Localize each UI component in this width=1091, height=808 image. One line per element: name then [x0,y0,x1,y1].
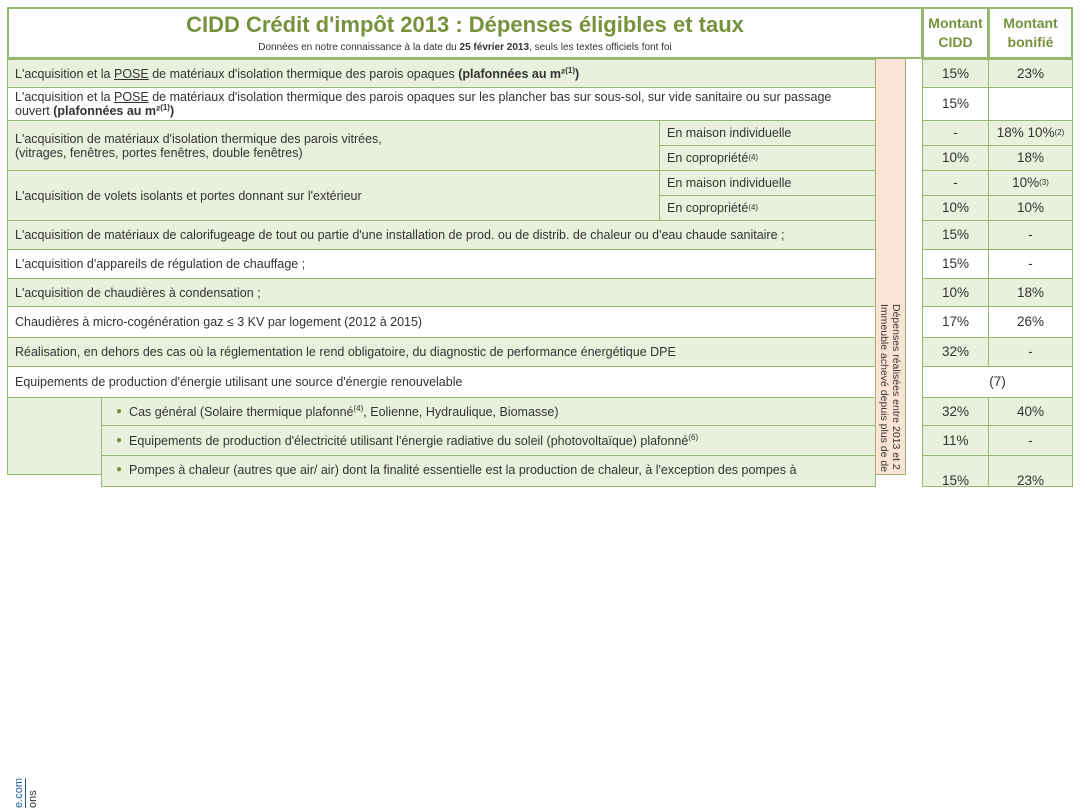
row1-mid: de matériaux d'isolation thermique des parois opaques [148,66,459,81]
row11-rest: , Eolienne, Hydraulique, Biomasse) [363,404,559,419]
row1-bonus: 23% [988,59,1073,88]
row7-cidd: 10% [922,278,989,307]
row8-text: Chaudières à micro-cogénération gaz ≤ 3 KV par logement (2012 à 2015) [15,315,423,329]
row4-text: L'acquisition de volets isolants et portes donnant sur l'extérieur [15,188,362,203]
title-cell [7,7,923,59]
renewable-side-column [7,397,102,808]
row1-pose: POSE [113,66,149,81]
subtitle-pre: Données en notre connaissance à la date du [258,41,460,53]
row3-sub1-bonus: 18% 10% (2) [988,120,1073,146]
row2-pre: L'acquisition et la [15,90,114,104]
row2-text [15,90,868,118]
header-montant-cidd [922,7,989,59]
row-cas-general [101,397,876,426]
row-chaudieres-condensation [7,278,876,307]
row1-sup: (1) [565,65,575,75]
vertical-note-line1: Dépenses réalisées entre 2013 et 2 [890,304,902,470]
row5-text: L'acquisition de matériaux de calorifugeage de tout ou partie d'une installation de prod. ou de distrib. de chaleur ou d'eau chaude sanitaire ; [15,228,785,242]
header-bonus-line1: Montant [1003,15,1058,31]
row4-sub1-cidd: - [922,170,989,196]
row12-text [129,434,698,448]
row13-bonus [988,455,1073,487]
row-diagnostic-dpe [7,337,876,367]
row10-text: Equipements de production d'énergie utilisant une source d'énergie renouvelable [15,375,463,389]
row4-sub2-cidd: 10% [922,195,989,221]
row4-sub1-label: En maison individuelle [667,176,792,190]
row12-sup: (6) [688,432,699,442]
row4-sub-maison [659,170,876,196]
row-calorifugeage [7,220,876,250]
row-volets-portes [7,170,660,221]
row12-cidd: 11% [922,425,989,456]
bullet-icon: ● [116,464,123,475]
row11-cidd: 32% [922,397,989,426]
row-photovoltaique [101,425,876,456]
subtitle-date: 25 février 2013 [459,41,530,53]
page-title: CIDD Crédit d'impôt 2013 : Dépenses éligibles et taux [186,11,744,37]
row3-sub2-bonus: 18% [988,145,1073,171]
row-isolation-planchers-bas [7,87,876,121]
row1-cidd: 15% [922,59,989,88]
page-subtitle [258,41,671,55]
vertical-note-text [878,304,902,472]
row3-sub1-cidd: - [922,120,989,146]
row9-cidd: 32% [922,337,989,367]
row-regulation-chauffage [7,249,876,279]
row-parois-vitrees [7,120,660,171]
row3-sub2-cidd: 10% [922,145,989,171]
header-bonus-line2: bonifié [1007,34,1054,50]
row12-bonus: - [988,425,1073,456]
row5-cidd: 15% [922,220,989,250]
bullet-icon: ● [116,434,123,446]
row2-pose: POSE [113,90,149,104]
row6-bonus: - [988,249,1073,279]
row11-bonus: 40% [988,397,1073,426]
row1-text [15,67,579,81]
row2-sup: (1) [160,102,170,112]
row4-sub-copro: En copropriété (4) [659,195,876,221]
row8-bonus: 26% [988,306,1073,338]
row8-cidd: 17% [922,306,989,338]
row2-bonus [988,87,1073,121]
bullet-icon: ● [116,405,123,417]
row13-cidd [922,455,989,487]
row-micro-cogeneration [7,306,876,338]
row13-cidd-value: 15% [941,473,970,488]
side-note [12,778,40,808]
subtitle-post: , seuls les textes officiels font foi [529,41,672,53]
row7-text: L'acquisition de chaudières à condensation ; [15,285,261,300]
row10-merged-rate: (7) [922,366,1073,398]
side-note-link[interactable]: e.com [13,778,25,808]
header-cidd-line2: CIDD [938,34,973,50]
side-note-rest: ons [27,790,39,808]
row2-mid: de matériaux d'isolation thermique des parois opaques sur les plancher bas sur sous-sol, sur vide sanitaire ou sur passage ouvert [15,90,832,118]
cidd-table [7,7,1073,808]
header-montant-bonifie [988,7,1073,59]
row4-sub2-bonus: 10% [988,195,1073,221]
row3-sub2-label: En copropriété [667,151,749,165]
row3-text [15,132,382,160]
row3-sub1-bonus-value: 18% 10% [996,125,1055,140]
row11-pre: Cas général (Solaire thermique plafonné [129,404,354,419]
row2-cidd: 15% [922,87,989,121]
row3-sub-copro: En copropriété (4) [659,145,876,171]
row4-sub2-label: En copropriété [667,201,749,215]
row2-bold: (plafonnées au m² [53,104,161,118]
row13-text: Pompes à chaleur (autres que air/ air) dont la finalité essentielle est la production de chaleur, à l'exception des pompes à [129,463,797,477]
row1-close: ) [575,66,580,81]
row11-sup: (4) [353,403,364,413]
row9-text: Réalisation, en dehors des cas où la réglementation le rend obligatoire, du diagnostic de performance énergétique DPE [15,345,676,359]
row13-bonus-value: 23% [1016,473,1045,488]
row3-sub1-label: En maison individuelle [667,126,792,140]
row-isolation-parois-opaques [7,59,876,88]
row11-text [129,405,558,419]
row6-text: L'acquisition d'appareils de régulation de chauffage ; [15,257,306,271]
row1-bold: (plafonnées au m² [458,66,566,81]
row3-line2: (vitrages, fenêtres, portes fenêtres, double fenêtres) [15,145,303,160]
vertical-date-note [875,58,906,475]
row9-bonus: - [988,337,1073,367]
row-energie-renouvelable [7,366,876,398]
row3-line1: L'acquisition de matériaux d'isolation thermique des parois vitrées, [15,131,382,146]
row2-close: ) [169,104,175,118]
header-cidd-line1: Montant [928,15,983,31]
row1-pre: L'acquisition et la [15,66,114,81]
row12-pre: Equipements de production d'électricité utilisant l'énergie radiative du soleil (photovoltaïque) plafonné [129,433,689,448]
row3-sub-maison [659,120,876,146]
row4-sub1-bonus: 10% (3) [988,170,1073,196]
row6-cidd: 15% [922,249,989,279]
row4-sub1-bonus-value: 10% [1012,175,1040,190]
row7-bonus: 18% [988,278,1073,307]
row-pompes-a-chaleur [101,455,876,487]
row5-bonus: - [988,220,1073,250]
vertical-note-line2: Immeuble achevé depuis plus de de [878,304,890,473]
